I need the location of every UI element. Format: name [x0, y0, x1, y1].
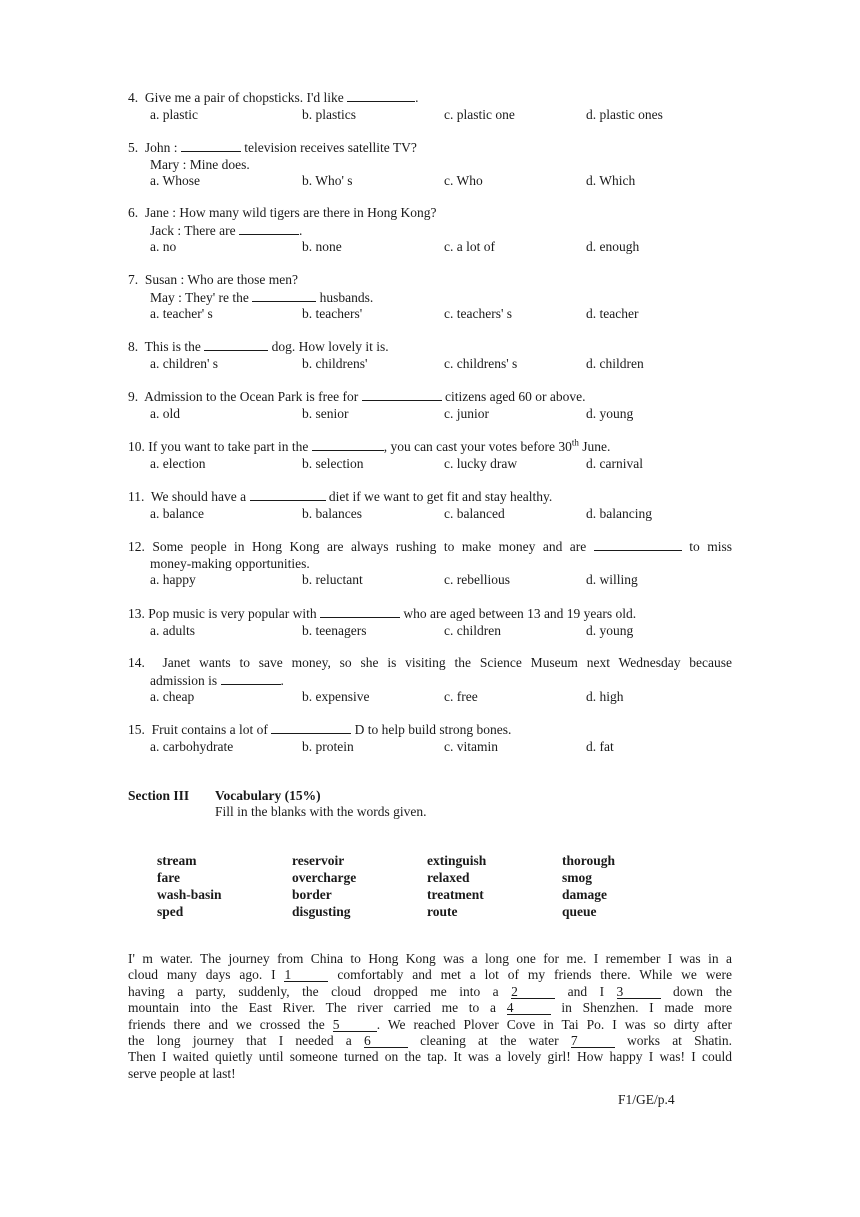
question-14: [128, 655, 732, 706]
word-bank-item: extinguish: [427, 853, 487, 868]
option-b[interactable]: b. reluctant: [302, 572, 363, 587]
option-a[interactable]: a. teacher' s: [150, 306, 213, 321]
cloze-blank-4[interactable]: 4: [507, 1001, 551, 1015]
option-d[interactable]: d. young: [586, 405, 634, 421]
question-10: [128, 438, 738, 473]
stem-text: May : They' re the: [150, 289, 253, 305]
stem-text: Jack : There are: [150, 222, 239, 238]
cloze-passage: [128, 951, 732, 1082]
word-bank-item: queue: [562, 904, 597, 919]
stem-text: Admission to the Ocean Park is free for: [144, 389, 362, 404]
word-bank: [157, 853, 657, 921]
question-9: [128, 388, 738, 423]
option-c[interactable]: c. Who: [444, 173, 483, 188]
question-stem: [128, 438, 738, 456]
stem-text: Give me a pair of chopsticks. I'd like: [144, 90, 348, 105]
answer-blank[interactable]: [250, 488, 326, 501]
word-bank-row: [157, 887, 657, 904]
word-bank-item: route: [427, 904, 458, 919]
dialogue-line: Mary : Mine does.: [150, 156, 250, 172]
option-a[interactable]: a. adults: [150, 622, 195, 638]
option-d[interactable]: d. balancing: [586, 505, 652, 521]
option-b[interactable]: b. plastics: [302, 106, 356, 122]
question-6: [128, 205, 738, 256]
option-b[interactable]: b. Who' s: [302, 173, 353, 188]
question-stem: [128, 538, 732, 556]
option-c[interactable]: c. balanced: [444, 505, 505, 521]
stem-text: Fruit contains a lot of: [151, 722, 272, 737]
option-b[interactable]: b. balances: [302, 505, 362, 521]
answer-blank[interactable]: [221, 672, 281, 685]
question-number: 15.: [128, 722, 145, 737]
question-8: [128, 338, 738, 373]
option-d[interactable]: d. plastic ones: [586, 106, 663, 122]
options-row: [150, 572, 732, 589]
question-number: 5.: [128, 140, 139, 155]
stem-text: who are aged between 13 and 19 years old.: [400, 606, 637, 621]
question-stem: [128, 605, 738, 623]
stem-text: Susan : Who are those men?: [144, 272, 298, 287]
question-5: [128, 139, 738, 190]
options-row: [150, 506, 738, 523]
question-number: 8.: [128, 339, 139, 354]
question-13: [128, 605, 738, 640]
question-stem: [128, 205, 738, 222]
question-number: 11.: [128, 489, 145, 504]
answer-blank[interactable]: [252, 289, 316, 302]
question-number: 14.: [128, 655, 145, 670]
option-d[interactable]: d. fat: [586, 738, 614, 754]
question-number: 10.: [128, 439, 145, 454]
section-header: [128, 788, 427, 820]
option-b[interactable]: b. senior: [302, 405, 349, 421]
answer-blank[interactable]: [181, 139, 241, 152]
passage-line: mountain into the East River. The river carried me to a 4 in Shenzhen. I made more: [128, 1000, 732, 1016]
options-row: [150, 356, 738, 373]
question-number: 12.: [128, 539, 145, 554]
option-d[interactable]: d. young: [586, 622, 634, 638]
word-bank-item: treatment: [427, 887, 484, 902]
stem-text: Janet wants to save money, so she is visiting the Science Museum next Wednesday because: [162, 655, 732, 670]
option-b[interactable]: b. teenagers: [302, 622, 367, 638]
question-stem: [128, 721, 738, 739]
stem-text: diet if we want to get fit and stay healthy.: [325, 489, 553, 504]
options-row: [150, 406, 738, 423]
section-label: Section III: [128, 788, 190, 803]
stem-text: June.: [578, 439, 611, 454]
question-12: [128, 538, 732, 589]
option-a[interactable]: a. old: [150, 405, 180, 421]
answer-blank[interactable]: [271, 721, 351, 734]
cloze-blank-7[interactable]: 7: [571, 1034, 615, 1048]
passage-line: serve people at last!: [128, 1065, 236, 1081]
stem-text: This is the: [144, 339, 205, 354]
passage-line: friends there and we crossed the 5 . We reached Plover Cove in Tai Po. I was so dirty after: [128, 1016, 732, 1032]
stem-text: If you want to take part in the: [148, 439, 312, 454]
cloze-blank-5[interactable]: 5: [333, 1018, 377, 1032]
question-7: [128, 272, 738, 323]
dialogue-line: [128, 222, 738, 240]
stem-text: D to help build strong bones.: [351, 722, 512, 737]
stem-text: .: [298, 222, 303, 238]
stem-text: Some people in Hong Kong are always rushing to make money and are: [152, 539, 594, 554]
word-bank-item: border: [292, 887, 332, 902]
option-c[interactable]: c. childrens' s: [444, 355, 518, 371]
cloze-blank-3[interactable]: 3: [617, 985, 661, 999]
option-b[interactable]: b. childrens': [302, 355, 368, 371]
stem-text: television receives satellite TV?: [240, 140, 417, 155]
option-d[interactable]: d. Which: [586, 173, 636, 188]
word-bank-item: disgusting: [292, 904, 351, 919]
answer-blank[interactable]: [239, 222, 299, 235]
answer-blank[interactable]: [362, 388, 442, 401]
question-stem: [128, 338, 738, 356]
option-d[interactable]: d. carnival: [586, 455, 643, 471]
question-number: 13.: [128, 606, 145, 621]
stem-text: husbands.: [316, 289, 374, 305]
options-row: [150, 456, 738, 473]
option-a[interactable]: a. Whose: [150, 173, 200, 188]
word-bank-row: [157, 904, 657, 921]
word-bank-item: stream: [157, 853, 197, 868]
dialogue-line: [128, 289, 738, 307]
word-bank-item: relaxed: [427, 870, 470, 885]
option-a[interactable]: a. no: [150, 239, 177, 254]
option-c[interactable]: c. teachers' s: [444, 306, 513, 321]
word-bank-item: fare: [157, 870, 180, 885]
option-b[interactable]: b. selection: [302, 455, 364, 471]
cloze-blank-2[interactable]: 2: [511, 985, 555, 999]
option-c[interactable]: c. lucky draw: [444, 455, 518, 471]
question-stem: [128, 89, 738, 107]
option-d[interactable]: d. children: [586, 355, 644, 371]
options-row: [150, 239, 738, 256]
section-title: Vocabulary (15%): [215, 788, 321, 803]
word-bank-item: overcharge: [292, 870, 357, 885]
option-d[interactable]: d. teacher: [586, 306, 639, 321]
question-stem: [128, 139, 738, 157]
passage-line: cloud many days ago. I 1 comfortably and met a lot of my friends there. While we were: [128, 967, 733, 983]
question-number: 6.: [128, 205, 139, 220]
options-row: [150, 739, 738, 756]
cloze-blank-6[interactable]: 6: [364, 1034, 408, 1048]
answer-blank[interactable]: [204, 338, 268, 351]
section-instruction: Fill in the blanks with the words given.: [215, 804, 427, 819]
option-b[interactable]: b. none: [302, 239, 342, 254]
word-bank-row: [157, 870, 657, 887]
stem-text: dog. How lovely it is.: [268, 339, 389, 354]
option-c[interactable]: c. a lot of: [444, 239, 495, 254]
cloze-blank-1[interactable]: 1: [284, 968, 328, 982]
question-number: 9.: [128, 389, 139, 404]
stem-text: admission is: [150, 672, 221, 688]
options-row: [150, 107, 738, 124]
options-row: [150, 306, 738, 323]
stem-continuation: [128, 672, 732, 690]
word-bank-row: [157, 853, 657, 870]
option-a[interactable]: a. cheap: [150, 689, 195, 704]
word-bank-item: damage: [562, 887, 607, 902]
question-stem: [128, 388, 738, 406]
question-15: [128, 721, 738, 756]
passage-line: having a party, suddenly, the cloud dropped me into a 2 and I 3 down the: [128, 983, 732, 999]
option-d[interactable]: d. high: [586, 689, 624, 704]
option-d[interactable]: d. enough: [586, 239, 640, 254]
option-b[interactable]: b. expensive: [302, 689, 370, 704]
word-bank-item: wash-basin: [157, 887, 222, 902]
option-c[interactable]: c. plastic one: [444, 106, 515, 122]
question-number: 4.: [128, 90, 139, 105]
option-a[interactable]: a. balance: [150, 505, 204, 521]
option-b[interactable]: b. teachers': [302, 306, 363, 321]
question-4: [128, 89, 738, 124]
question-stem: [128, 655, 732, 672]
answer-blank[interactable]: [312, 438, 384, 451]
option-a[interactable]: a. plastic: [150, 106, 198, 122]
stem-text: John :: [144, 140, 181, 155]
question-stem: [128, 488, 738, 506]
stem-text: Pop music is very popular with: [148, 606, 320, 621]
answer-blank[interactable]: [594, 538, 682, 551]
option-a[interactable]: a. carbohydrate: [150, 738, 234, 754]
page-footer: F1/GE/p.4: [618, 1092, 675, 1107]
passage-line: I' m water. The journey from China to Hong Kong was a long one for me. I remember I was in a: [128, 951, 732, 966]
word-bank-item: smog: [562, 870, 592, 885]
option-c[interactable]: c. vitamin: [444, 738, 498, 754]
stem-text: Jane : How many wild tigers are there in Hong Kong?: [144, 205, 437, 220]
passage-line: the long journey that I needed a 6 cleaning at the water 7 works at Shatin.: [128, 1033, 732, 1049]
stem-text: .: [280, 672, 284, 688]
answer-blank[interactable]: [320, 605, 400, 618]
option-c[interactable]: c. children: [444, 622, 501, 638]
stem-text: , you can cast your votes before 30: [383, 439, 572, 454]
question-stem: [128, 272, 738, 289]
stem-text: .: [415, 90, 419, 105]
word-bank-item: sped: [157, 904, 184, 919]
ordinal-suffix: th: [571, 437, 579, 448]
option-c[interactable]: c. free: [444, 689, 478, 704]
word-bank-item: reservoir: [292, 853, 345, 868]
options-row: [150, 623, 738, 640]
stem-text: We should have a: [150, 489, 250, 504]
stem-text: to miss: [689, 539, 733, 554]
word-bank-item: thorough: [562, 853, 616, 868]
option-a[interactable]: a. election: [150, 455, 206, 471]
question-11: [128, 488, 738, 523]
question-number: 7.: [128, 272, 139, 287]
option-c[interactable]: c. rebellious: [444, 572, 510, 587]
option-b[interactable]: b. protein: [302, 738, 354, 754]
option-a[interactable]: a. children' s: [150, 355, 219, 371]
option-a[interactable]: a. happy: [150, 572, 196, 587]
stem-continuation: money-making opportunities.: [150, 555, 310, 571]
stem-text: citizens aged 60 or above.: [441, 389, 586, 404]
options-row: [150, 173, 738, 190]
option-d[interactable]: d. willing: [586, 572, 638, 587]
answer-blank[interactable]: [347, 89, 415, 102]
option-c[interactable]: c. junior: [444, 405, 489, 421]
passage-line: Then I waited quietly until someone turned on the tap. It was a lovely girl! How happy I was! I could: [128, 1049, 732, 1065]
options-row: [150, 689, 732, 706]
